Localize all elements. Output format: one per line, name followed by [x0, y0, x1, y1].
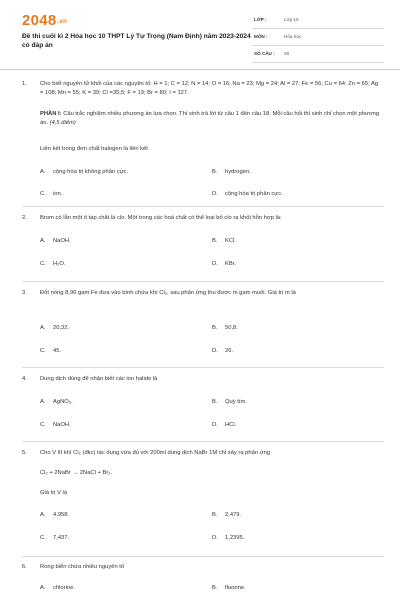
atomic-mass-text: Cho biết nguyên tử khối của các nguyên tố: H = 1; C = 12; N = 14; O = 16; Na = 23; Mg = 24; Al = 27; Fe = 56; Cu = 64; Zn = 65; Ag = 108; Mn = 55; K = 39; Cl =35,5; F = 19; Br = 80; I = 127. — [40, 81, 379, 96]
option-a[interactable] — [40, 238, 71, 244]
question-text: Dung dịch dùng để nhận biết các ion halide là — [40, 376, 158, 382]
option-letter: B. — [212, 585, 218, 591]
question-text: Đốt nóng 8,96 gam Fe đưa vào bình chứa khí Cl₂, sau phản ứng thu được m gam muối. Giá trị m là — [40, 290, 296, 296]
question-divider — [22, 281, 384, 282]
meta-subject-key: MÔN : — [254, 34, 268, 39]
option-text: cộng hóa trị không phân cực. — [53, 169, 129, 175]
option-letter: A. — [40, 512, 46, 518]
option-text: 20,32. — [53, 325, 70, 331]
question-number: 4. — [22, 376, 27, 382]
option-letter: C. — [40, 422, 46, 428]
meta-grade-key: LỚP : — [254, 17, 267, 22]
part-instruction — [40, 110, 382, 128]
question-text: Rong biển chứa nhiều nguyên tố — [40, 564, 125, 570]
option-letter: C. — [40, 348, 46, 354]
option-d[interactable] — [212, 535, 244, 541]
option-text: hydrogen. — [225, 169, 251, 175]
option-letter: B. — [212, 512, 218, 518]
option-a[interactable] — [40, 399, 73, 405]
option-c[interactable] — [40, 261, 66, 267]
question-number: 1. — [22, 81, 27, 87]
option-text: 26. — [225, 348, 234, 354]
option-text: H₂O. — [53, 261, 66, 267]
option-text: Quỳ tím. — [225, 399, 247, 405]
exam-meta — [252, 12, 384, 63]
option-c[interactable] — [40, 191, 62, 197]
option-letter: C. — [40, 535, 46, 541]
part-text: Câu trắc nghiệm nhiều phương án lựa chọn. Thí sinh trả lời từ câu 1 đến câu 18. Mỗi câu hỏi thí sinh chỉ chọn một phương án. — [40, 111, 380, 126]
option-b[interactable] — [212, 238, 236, 244]
page-header — [0, 0, 400, 70]
option-text: NaOH. — [53, 422, 71, 428]
brand-logo[interactable] — [22, 12, 67, 29]
option-d[interactable] — [212, 348, 233, 354]
option-c[interactable] — [40, 348, 61, 354]
option-letter: C. — [40, 261, 46, 267]
option-a[interactable] — [40, 585, 75, 591]
option-letter: A. — [40, 585, 46, 591]
option-text: 7,437. — [53, 535, 70, 541]
question-number: 3. — [22, 290, 27, 296]
option-text: 45. — [53, 348, 62, 354]
meta-subject — [252, 29, 384, 46]
option-b[interactable] — [212, 169, 251, 175]
option-text: chlorine. — [53, 585, 75, 591]
option-letter: B. — [212, 325, 218, 331]
option-b[interactable] — [212, 512, 241, 518]
meta-count — [252, 46, 384, 63]
option-letter: C. — [40, 191, 46, 197]
option-c[interactable] — [40, 422, 71, 428]
brand-tld: .vn — [57, 19, 68, 25]
option-letter: A. — [40, 325, 46, 331]
part-label: PHẦN I: — [40, 111, 62, 117]
option-text: AgNO₃. — [53, 399, 73, 405]
option-letter: A. — [40, 169, 46, 175]
option-a[interactable] — [40, 512, 69, 518]
option-b[interactable] — [212, 399, 247, 405]
option-d[interactable] — [212, 422, 236, 428]
option-text: 50,8. — [225, 325, 238, 331]
brand-name: 2048 — [22, 12, 57, 29]
option-text: cộng hóa trị phân cực. — [225, 191, 283, 197]
option-letter: D. — [212, 348, 218, 354]
option-letter: D. — [212, 422, 218, 428]
meta-count-key: SỐ CÂU : — [254, 51, 275, 56]
reaction-equation: Cl₂ + 2NaBr → 2NaCl + Br₂. — [40, 470, 113, 476]
meta-count-value: 28 — [284, 51, 290, 56]
meta-grade — [252, 12, 384, 29]
option-text: 1,2395. — [225, 535, 245, 541]
question-divider — [22, 556, 384, 557]
option-letter: B. — [212, 399, 218, 405]
question-number: 2. — [22, 215, 27, 221]
question-divider — [22, 441, 384, 442]
option-c[interactable] — [40, 535, 69, 541]
meta-grade-value: Lớp 10 — [284, 17, 299, 22]
option-letter: D. — [212, 535, 218, 541]
exam-title: Đề thi cuối kì 2 Hóa học 10 THPT Lý Tự Trọng (Nam Định) năm 2023-2024 có đáp án — [22, 33, 251, 50]
question-number: 5. — [22, 450, 27, 456]
meta-subject-value: Hóa học — [284, 34, 302, 39]
option-text: KCl. — [225, 238, 236, 244]
option-text: 2,479. — [225, 512, 242, 518]
option-a[interactable] — [40, 169, 128, 175]
option-letter: D. — [212, 261, 218, 267]
question-text: Cho V lít khí Cl₂ (đkc) tác dụng vừa đủ với 200ml dung dịch NaBr 1M chỉ xảy ra phản ứng — [40, 450, 271, 456]
option-a[interactable] — [40, 325, 69, 331]
question-text: Liên kết trong đơn chất halogen là liên kết — [40, 146, 148, 152]
option-text: KBr. — [225, 261, 236, 267]
option-d[interactable] — [212, 191, 283, 197]
question-ask: Giá trị V là — [40, 490, 68, 496]
question-number: 6. — [22, 564, 27, 570]
option-letter: B. — [212, 238, 218, 244]
part-points: (4,5 điểm) — [49, 120, 76, 126]
question-text: Brom có lẫn một ít tạp chất là clo. Một trong các hoá chất có thể loại bỏ clo ra khỏi hỗn hợp là: — [40, 215, 282, 221]
option-letter: B. — [212, 169, 218, 175]
option-text: ion. — [53, 191, 63, 197]
option-letter: A. — [40, 238, 46, 244]
option-text: HCl. — [225, 422, 237, 428]
option-letter: D. — [212, 191, 218, 197]
question-divider — [22, 367, 384, 368]
option-text: NaOH. — [53, 238, 71, 244]
option-letter: A. — [40, 399, 46, 405]
option-text: 4,958. — [53, 512, 70, 518]
option-b[interactable] — [212, 585, 246, 591]
option-text: fluorine. — [225, 585, 246, 591]
option-d[interactable] — [212, 261, 236, 267]
question-divider — [22, 206, 384, 207]
option-b[interactable] — [212, 325, 238, 331]
